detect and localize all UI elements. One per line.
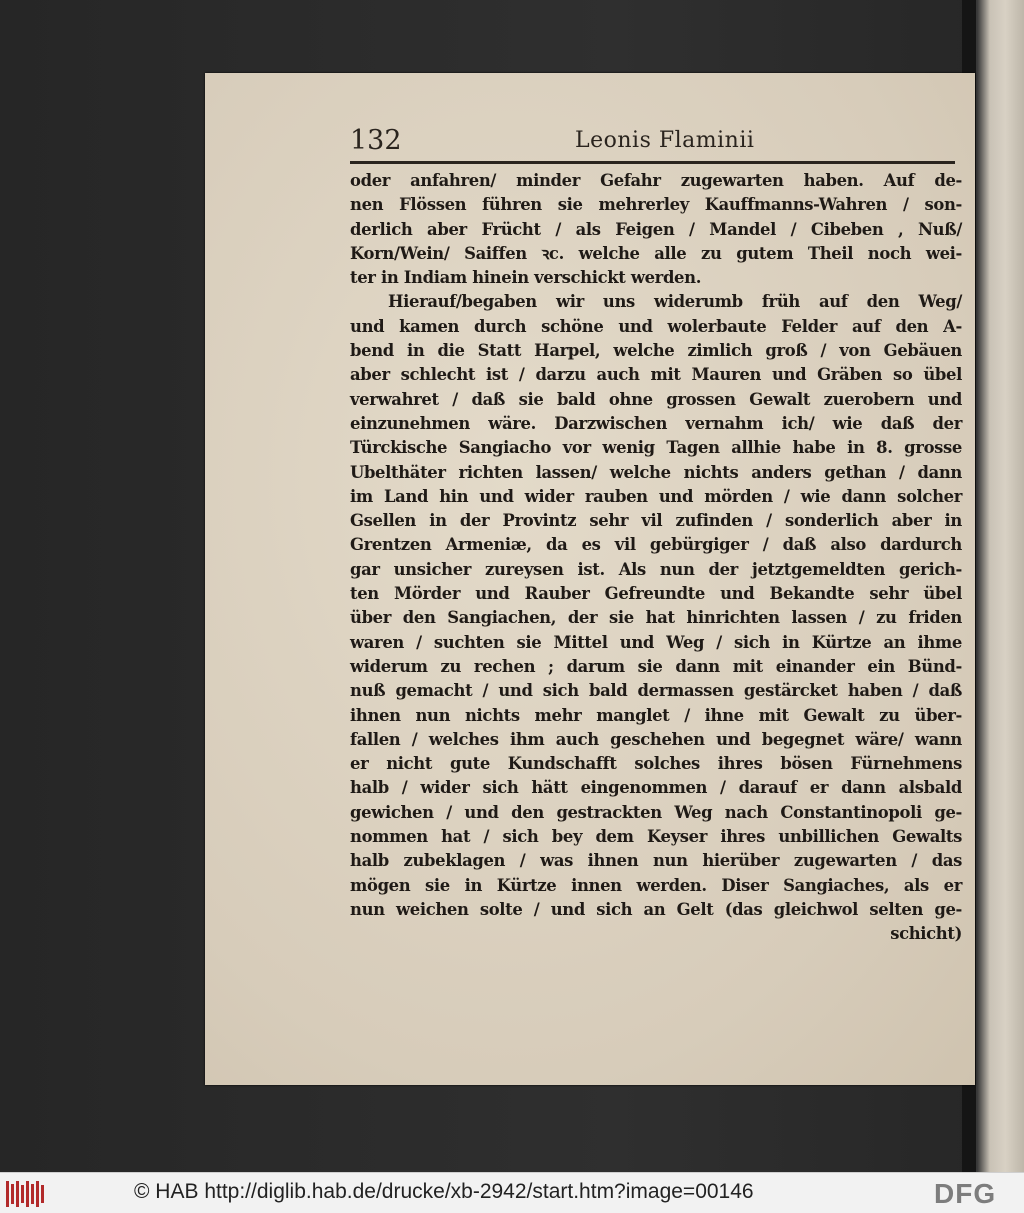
text-line: schicht)	[890, 924, 962, 944]
text-line: gar unsicher zureysen ist. Als nun der jetztgemeldten gerich-	[350, 559, 962, 579]
source-link[interactable]: © HAB http://diglib.hab.de/drucke/xb-2942/start.htm?image=00146	[134, 1180, 754, 1203]
book-page	[205, 73, 975, 1085]
text-line: ihnen nun nichts mehr manglet / ihne mit Gewalt zu über-	[350, 705, 962, 725]
page-number: 132	[350, 125, 402, 156]
header-rule	[350, 161, 955, 164]
text-line: bend in die Statt Harpel, welche zimlich groß / von Gebäuen	[350, 341, 962, 361]
text-line: ter in Indiam hinein verschickt werden.	[350, 268, 702, 288]
text-line: nuß gemacht / und sich bald dermassen gestärcket haben / daß	[350, 681, 962, 701]
text-line: über den Sangiachen, der sie hat hinrichten lassen / zu friden	[350, 608, 962, 628]
text-line: Korn/Wein/ Saiffen ꝛc. welche alle zu gutem Theil noch wei-	[350, 243, 962, 263]
footer-bar	[0, 1172, 1024, 1213]
text-line: gewichen / und den gestrackten Weg nach Constantinopoli ge-	[350, 802, 962, 822]
text-line: halb zubeklagen / was ihnen nun hierüber zugewarten / das	[350, 851, 962, 871]
text-line: Hierauf/begaben wir uns widerumb früh auf den Weg/	[388, 292, 962, 312]
text-line: ten Mörder und Rauber Gefreundte und Bekandte sehr übel	[350, 584, 962, 604]
text-line: mögen sie in Kürtze innen werden. Diser Sangiaches, als er	[350, 875, 962, 895]
text-line: verwahret / daß sie bald ohne grossen Gewalt zuerobern und	[350, 389, 962, 409]
dfg-logo: DFG	[934, 1178, 997, 1209]
text-line: einzunehmen wäre. Darzwischen vernahm ich/ wie daß der	[350, 413, 962, 433]
text-line: im Land hin und wider rauben und mörden / wie dann solcher	[350, 486, 962, 506]
text-line: halb / wider sich hätt eingenommen / darauf er dann alsbald	[350, 778, 962, 798]
text-line: derlich aber Frücht / als Feigen / Mandel / Cibeben , Nuß/	[350, 219, 962, 239]
text-line: und kamen durch schöne und wolerbaute Felder auf den A-	[350, 316, 962, 336]
hab-logo-icon	[6, 1181, 46, 1207]
text-line: fallen / welches ihm auch geschehen und begegnet wäre/ wann	[350, 729, 962, 749]
text-line: oder anfahren/ minder Gefahr zugewarten haben. Auf de-	[350, 171, 962, 190]
text-line: Gsellen in der Provintz sehr vil zufinden / sonderlich aber in	[350, 511, 962, 531]
running-title: Leonis Flaminii	[575, 128, 755, 153]
page-header	[350, 125, 970, 161]
text-line: aber schlecht ist / darzu auch mit Mauren und Gräben so übel	[350, 365, 962, 385]
text-line: Ubelthäter richten lassen/ welche nichts anders gethan / dann	[350, 462, 962, 482]
text-line: waren / suchten sie Mittel und Weg / sich in Kürtze an ihme	[350, 632, 962, 652]
text-line: Grentzen Armeniæ, da es vil gebürgiger / daß also dardurch	[350, 535, 962, 555]
text-line: Türckische Sangiacho vor wenig Tagen allhie habe in 8. grosse	[350, 438, 962, 458]
text-line: nommen hat / sich bey dem Keyser ihres unbillichen Gewalts	[350, 827, 962, 847]
text-line: er nicht gute Kundschafft solches ihres bösen Fürnehmens	[350, 754, 962, 774]
text-line: widerum zu rechen ; darum sie dann mit einander ein Bünd-	[350, 656, 962, 676]
body-text	[350, 169, 962, 947]
text-line: nun weichen solte / und sich an Gelt (das gleichwol selten ge-	[350, 899, 962, 919]
text-line: nen Flössen führen sie mehrerley Kauffmanns-Wahren / son-	[350, 195, 962, 215]
